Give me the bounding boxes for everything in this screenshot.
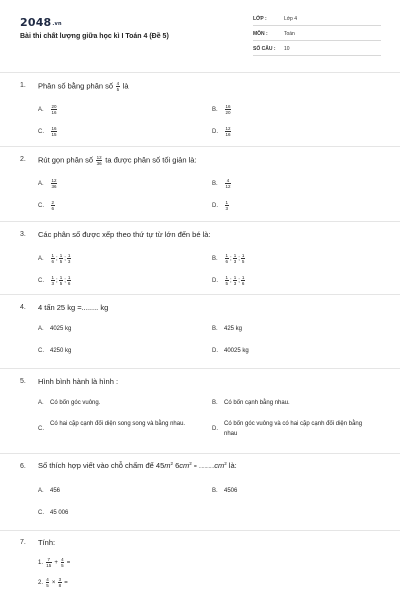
meta-class xyxy=(253,14,381,26)
denominator: 5 xyxy=(59,259,63,264)
answer-option-b[interactable] xyxy=(212,400,290,406)
question-text-part: là: xyxy=(228,461,237,470)
denominator: 20 xyxy=(225,110,231,115)
denominator: 6 xyxy=(241,281,245,286)
header-divider xyxy=(0,72,400,73)
fraction xyxy=(67,253,71,264)
separator: ; xyxy=(238,278,240,285)
meta-subject-value: Toán xyxy=(284,31,295,37)
numerator: 1 xyxy=(241,275,245,280)
fraction xyxy=(225,200,229,211)
operator: + xyxy=(54,560,58,567)
option-label: C. xyxy=(38,129,44,136)
answer-option-d[interactable] xyxy=(212,200,230,211)
denominator: 15 xyxy=(51,132,57,137)
calc-item-1 xyxy=(38,557,70,568)
denominator: 5 xyxy=(241,259,245,264)
answer-option-b[interactable] xyxy=(212,326,242,332)
answer-option-a[interactable] xyxy=(38,326,71,332)
separator: ; xyxy=(238,256,240,263)
denominator: 5 xyxy=(116,87,120,92)
logo-tld: .vn xyxy=(52,21,62,27)
answer-option-d[interactable] xyxy=(212,419,362,441)
numerator: 1 xyxy=(225,200,229,205)
numerator: 2 xyxy=(51,200,55,205)
numerator: 12 xyxy=(96,155,102,160)
option-label: D. xyxy=(212,278,218,285)
option-text: Có bốn góc vuông. xyxy=(50,400,101,406)
denominator: 3 xyxy=(225,206,229,211)
answer-option-c[interactable] xyxy=(38,348,71,354)
denominator: 12 xyxy=(225,184,231,189)
numerator: 20 xyxy=(51,104,57,109)
numerator: 1 xyxy=(59,253,63,258)
separator: ; xyxy=(64,278,66,285)
answer-option-a[interactable] xyxy=(38,253,72,264)
denominator: 5 xyxy=(225,281,229,286)
numerator: 1 xyxy=(67,275,71,280)
question-divider xyxy=(0,453,400,454)
numerator: 1 xyxy=(241,253,245,258)
option-text: 4250 kg xyxy=(50,348,72,354)
equals-sign: = xyxy=(66,560,71,567)
numerator: 4 xyxy=(61,557,64,562)
exam-title: Bài thi chất lượng giữa học kì I Toán 4 (Đề 5) xyxy=(20,33,169,40)
question-divider xyxy=(0,221,400,222)
unit-cm: cm xyxy=(214,461,225,470)
option-text: 4025 kg xyxy=(50,326,72,332)
numerator: 12 xyxy=(51,178,57,183)
question-text xyxy=(38,81,129,92)
fraction xyxy=(67,275,71,286)
meta-class-value: Lớp 4 xyxy=(284,16,298,22)
numerator: 7 xyxy=(47,557,50,562)
denominator: 15 xyxy=(46,563,52,568)
option-text: 4506 xyxy=(224,488,238,494)
question-text: 4 tấn 25 kg =........ kg xyxy=(38,303,109,312)
option-label: A. xyxy=(38,107,44,114)
exponent: 2 xyxy=(170,461,174,466)
option-label: B. xyxy=(212,256,218,263)
numerator: 1 xyxy=(225,253,229,258)
exam-header xyxy=(0,0,400,72)
denominator: 5 xyxy=(61,563,64,568)
denominator: 6 xyxy=(51,206,55,211)
answer-option-a[interactable] xyxy=(38,400,100,406)
question-text-part: ta được phân số tối giản là: xyxy=(105,155,197,165)
numerator: 4 xyxy=(226,178,230,183)
option-label: C. xyxy=(38,348,44,354)
numerator: 1 xyxy=(225,275,229,280)
answer-option-d[interactable] xyxy=(212,126,232,137)
option-label: D. xyxy=(212,129,218,136)
question-text-part: 6 xyxy=(175,461,180,470)
denominator: 3 xyxy=(51,281,55,286)
fraction xyxy=(225,104,231,115)
equals-sign: = xyxy=(64,580,68,587)
answer-option-b[interactable] xyxy=(212,253,246,264)
numerator: 1 xyxy=(51,275,55,280)
option-label: A. xyxy=(38,326,44,332)
fraction xyxy=(225,126,231,137)
separator: ; xyxy=(230,278,232,285)
question-text-part: Rút gọn phân số xyxy=(38,155,94,165)
fraction xyxy=(233,275,237,286)
fraction xyxy=(51,253,55,264)
denominator: 3 xyxy=(233,281,237,286)
denominator: 5 xyxy=(59,281,63,286)
question-text: Tính: xyxy=(38,538,56,547)
numerator: 16 xyxy=(225,104,231,109)
question-divider xyxy=(0,146,400,147)
option-text: Có bốn cạnh bằng nhau. xyxy=(224,400,290,406)
meta-count xyxy=(253,44,381,56)
fraction xyxy=(59,253,63,264)
item-prefix: 2. xyxy=(38,580,44,587)
meta-count-key: SỐ CÂU : xyxy=(253,46,276,52)
numerator: 1 xyxy=(233,275,237,280)
fraction xyxy=(225,253,229,264)
denominator: 16 xyxy=(225,132,231,137)
option-label: D. xyxy=(212,426,218,432)
meta-subject-key: MÔN : xyxy=(253,31,268,37)
fraction xyxy=(61,557,65,568)
option-label: C. xyxy=(38,426,44,432)
option-label: A. xyxy=(38,256,44,263)
option-text: Có bốn góc vuông và có hai cặp cạnh đối diện bằng nhau xyxy=(224,421,363,437)
fraction xyxy=(51,126,57,137)
option-label: D. xyxy=(212,203,218,210)
fraction xyxy=(51,104,57,115)
option-label: A. xyxy=(38,400,44,406)
denominator: 5 xyxy=(46,583,49,588)
separator: ; xyxy=(56,256,58,263)
question-divider xyxy=(0,294,400,295)
denominator: 36 xyxy=(96,161,102,166)
question-text: Hình bình hành là hình : xyxy=(38,377,119,386)
option-label: B. xyxy=(212,181,218,188)
numerator: 16 xyxy=(51,126,57,131)
meta-count-value: 10 xyxy=(284,46,290,52)
fraction xyxy=(241,253,245,264)
answer-option-b[interactable] xyxy=(212,488,237,494)
answer-option-c[interactable] xyxy=(38,126,58,137)
separator: ; xyxy=(230,256,232,263)
fraction xyxy=(241,275,245,286)
fraction xyxy=(51,275,55,286)
meta-class-key: LỚP : xyxy=(253,16,267,22)
logo-text: 2048 xyxy=(20,16,52,29)
answer-option-b[interactable] xyxy=(212,104,232,115)
separator: ; xyxy=(64,256,66,263)
denominator: 3 xyxy=(233,259,237,264)
answer-option-c[interactable] xyxy=(38,200,56,211)
fraction xyxy=(58,577,62,588)
denominator: 6 xyxy=(67,281,71,286)
answer-option-a[interactable] xyxy=(38,178,58,189)
denominator: 8 xyxy=(58,583,62,588)
question-text xyxy=(38,461,237,470)
fraction xyxy=(233,253,237,264)
question-text-part: Phân số bằng phân số xyxy=(38,81,114,91)
option-text: 40025 kg xyxy=(224,348,249,354)
question-number: 5. xyxy=(20,378,26,385)
fraction xyxy=(225,178,231,189)
unit-m: m xyxy=(164,461,171,470)
fraction xyxy=(46,577,50,588)
answer-option-d[interactable] xyxy=(212,275,246,286)
numerator: 3 xyxy=(58,577,62,582)
fraction xyxy=(96,155,102,166)
numerator: 1 xyxy=(51,253,55,258)
answer-option-b[interactable] xyxy=(212,178,232,189)
option-label: C. xyxy=(38,510,44,516)
fraction xyxy=(51,178,57,189)
question-number: 1. xyxy=(20,82,26,89)
calc-item-2 xyxy=(38,577,68,588)
fraction xyxy=(51,200,55,211)
question-text xyxy=(38,155,197,166)
option-label: B. xyxy=(212,488,218,494)
question-number: 2. xyxy=(20,156,26,163)
option-label: B. xyxy=(212,107,218,114)
numerator: 1 xyxy=(233,253,237,258)
question-text: Các phân số được xếp theo thứ tự từ lớn đến bé là: xyxy=(38,230,211,239)
option-label: B. xyxy=(212,326,218,332)
question-divider xyxy=(0,530,400,531)
exponent: 2 xyxy=(224,461,227,466)
numerator: 4 xyxy=(46,577,49,582)
option-label: C. xyxy=(38,278,44,285)
option-label: B. xyxy=(212,400,218,406)
option-label: D. xyxy=(212,348,218,354)
answer-option-a[interactable] xyxy=(38,488,60,494)
option-label: A. xyxy=(38,488,44,494)
answer-option-c[interactable] xyxy=(38,275,72,286)
fraction xyxy=(59,275,63,286)
separator: ; xyxy=(56,278,58,285)
answer-option-d[interactable] xyxy=(212,348,249,354)
answer-option-c[interactable] xyxy=(38,419,188,441)
site-logo[interactable] xyxy=(20,16,62,29)
numerator: 12 xyxy=(225,126,231,131)
question-number: 4. xyxy=(20,304,26,311)
item-prefix: 1. xyxy=(38,560,44,567)
answer-option-c[interactable] xyxy=(38,510,68,516)
option-text: Có hai cặp cạnh đối diện song song và bằng nhau. xyxy=(50,421,186,427)
numerator: 4 xyxy=(116,81,120,86)
numerator: 1 xyxy=(67,253,71,258)
denominator: 6 xyxy=(225,259,229,264)
unit-cm: cm xyxy=(179,461,190,470)
question-number: 7. xyxy=(20,539,26,546)
question-number: 6. xyxy=(20,463,26,470)
operator: × xyxy=(51,580,56,587)
equals-sign: = xyxy=(193,464,197,470)
numerator: 1 xyxy=(59,275,63,280)
fraction xyxy=(116,81,120,92)
answer-option-a[interactable] xyxy=(38,104,58,115)
option-label: C. xyxy=(38,203,44,210)
denominator: 3 xyxy=(67,259,71,264)
fraction xyxy=(46,557,52,568)
answer-blank: ........... xyxy=(198,464,215,470)
question-divider xyxy=(0,368,400,369)
denominator: 6 xyxy=(51,259,55,264)
question-text-part: là xyxy=(122,81,129,91)
question-number: 3. xyxy=(20,231,26,238)
denominator: 16 xyxy=(51,110,57,115)
denominator: 36 xyxy=(51,184,57,189)
option-text: 45 006 xyxy=(50,510,69,516)
exponent: 2 xyxy=(189,461,192,466)
question-text-part: Số thích hợp viết vào chỗ chấm để 45 xyxy=(38,461,165,470)
option-label: A. xyxy=(38,181,44,188)
option-text: 425 kg xyxy=(224,326,243,332)
fraction xyxy=(225,275,229,286)
option-text: 456 xyxy=(50,488,61,494)
meta-subject xyxy=(253,29,381,41)
